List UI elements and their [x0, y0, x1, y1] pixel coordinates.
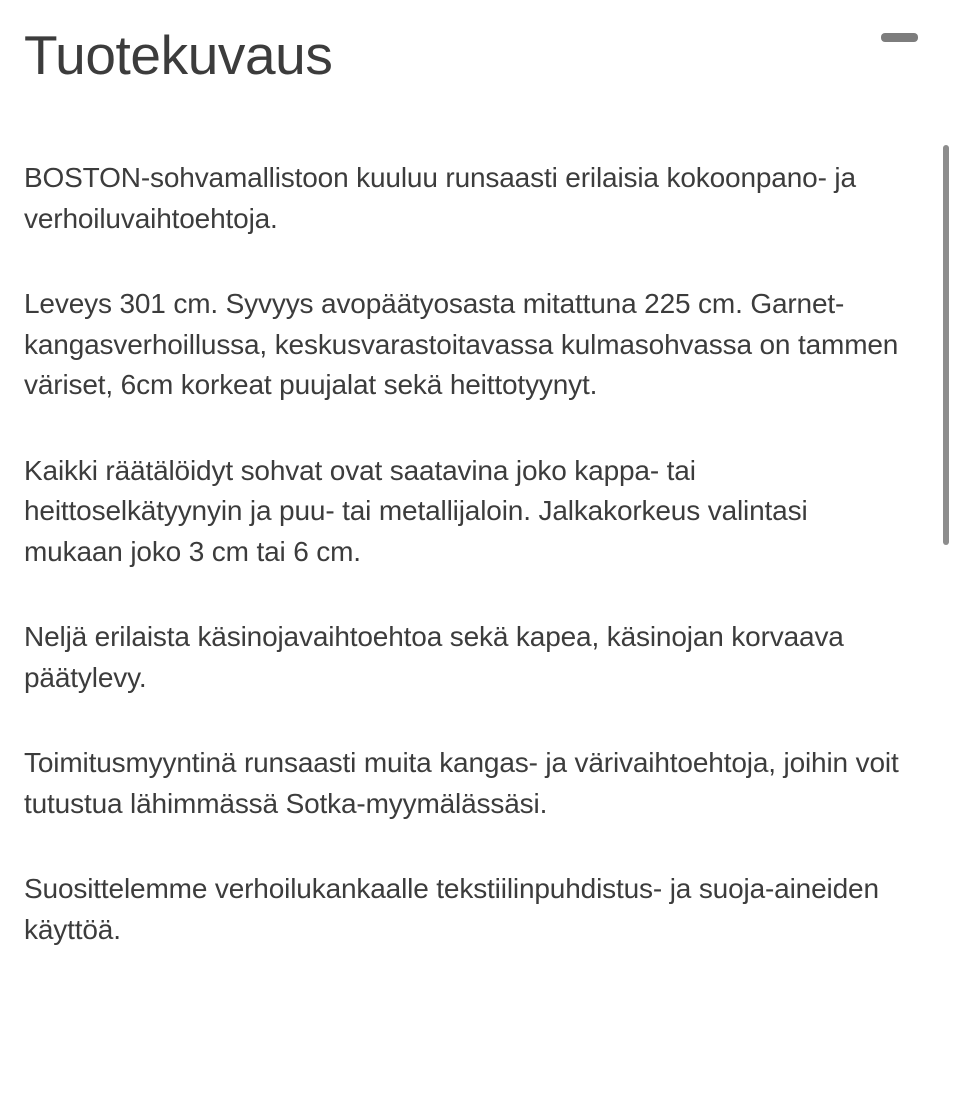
scrollbar-track[interactable]	[947, 0, 955, 1108]
drag-handle[interactable]	[881, 33, 918, 42]
page-title: Tuotekuvaus	[24, 24, 333, 86]
description-paragraph: Suosittelemme verhoilukankaalle tekstiilinpuhdistus- ja suoja-aineiden käyttöä.	[24, 873, 879, 945]
description-paragraph: BOSTON-sohvamallistoon kuuluu runsaasti erilaisia kokoonpano- ja verhoiluvaihtoehtoja.	[24, 162, 856, 234]
description-paragraph: Neljä erilaista käsinojavaihtoehtoa sekä kapea, käsinojan korvaava päätylevy.	[24, 621, 844, 693]
description-paragraph: Kaikki räätälöidyt sohvat ovat saatavina joko kappa- tai heittoselkätyynyin ja puu- tai metallijaloin. Jalkakorkeus valintasi mukaan joko 3 cm tai 6 cm.	[24, 454, 808, 567]
product-description-text	[24, 158, 910, 950]
description-paragraph: Toimitusmyyntinä runsaasti muita kangas- ja värivaihtoehtoja, joihin voit tutustua lähimmässä Sotka-myymälässäsi.	[24, 747, 899, 819]
description-paragraph: Leveys 301 cm. Syvyys avopäätyosasta mitattuna 225 cm. Garnet-kangasverhoillussa, keskusvarastoitavassa kulmasohvassa on tammen väriset, 6cm korkeat puujalat sekä heittotyynyt.	[24, 288, 899, 400]
scrollbar-thumb[interactable]	[943, 145, 949, 545]
